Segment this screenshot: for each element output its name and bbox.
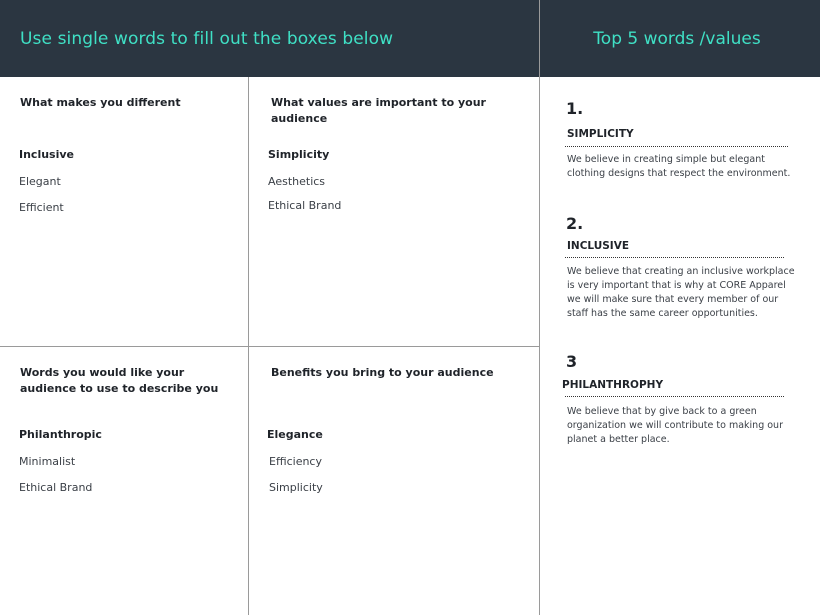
top-values-header bbox=[540, 0, 820, 77]
quadrant-word: Elegance bbox=[267, 428, 323, 441]
value-title: PHILANTHROPHY bbox=[562, 379, 664, 391]
worksheet-title: Use single words to fill out the boxes below bbox=[20, 28, 394, 49]
quadrant-benefits bbox=[249, 347, 539, 615]
quadrant-word: Minimalist bbox=[19, 455, 76, 468]
column-divider bbox=[539, 0, 540, 615]
quadrant-what-makes-you-different bbox=[0, 77, 248, 346]
quadrant-words-to-describe-you bbox=[0, 347, 248, 615]
quadrant-word: Philanthropic bbox=[19, 428, 102, 441]
top-values-title: Top 5 words /values bbox=[593, 28, 761, 49]
quadrant-values-important bbox=[249, 77, 539, 346]
quadrant-question: What makes you different bbox=[20, 96, 181, 109]
worksheet-header bbox=[0, 0, 539, 77]
value-description: We believe that creating an inclusive workplace is very important that is why at CORE Apparel we will make sure that every member of our staff has the same career opportunities. bbox=[567, 266, 795, 319]
quadrant-question: Benefits you bring to your audience bbox=[271, 366, 494, 379]
quadrant-word: Efficiency bbox=[269, 455, 322, 468]
quadrant-word: Elegant bbox=[19, 175, 61, 188]
quadrant-word: Ethical Brand bbox=[268, 199, 342, 212]
value-rank: 2. bbox=[566, 214, 584, 233]
quadrant-word: Simplicity bbox=[269, 481, 323, 494]
quadrant-word: Efficient bbox=[19, 201, 64, 214]
quadrant-word: Ethical Brand bbox=[19, 481, 93, 494]
value-rank: 1. bbox=[566, 99, 584, 118]
value-description: We believe that by give back to a green organization we will contribute to making our planet a better place. bbox=[567, 406, 783, 445]
value-divider bbox=[565, 146, 788, 147]
quadrant-question: What values are important to your audience bbox=[271, 96, 486, 125]
value-title: INCLUSIVE bbox=[567, 240, 630, 252]
value-divider bbox=[565, 396, 784, 397]
value-divider bbox=[565, 257, 784, 258]
value-title: SIMPLICITY bbox=[567, 128, 634, 140]
value-rank: 3 bbox=[566, 352, 578, 371]
value-description: We believe in creating simple but elegant clothing designs that respect the environment. bbox=[567, 154, 791, 179]
quadrant-word: Inclusive bbox=[19, 148, 74, 161]
quadrant-word: Aesthetics bbox=[268, 175, 326, 188]
quadrant-word: Simplicity bbox=[268, 148, 330, 161]
quadrant-question: Words you would like your audience to use to describe you bbox=[20, 366, 219, 395]
